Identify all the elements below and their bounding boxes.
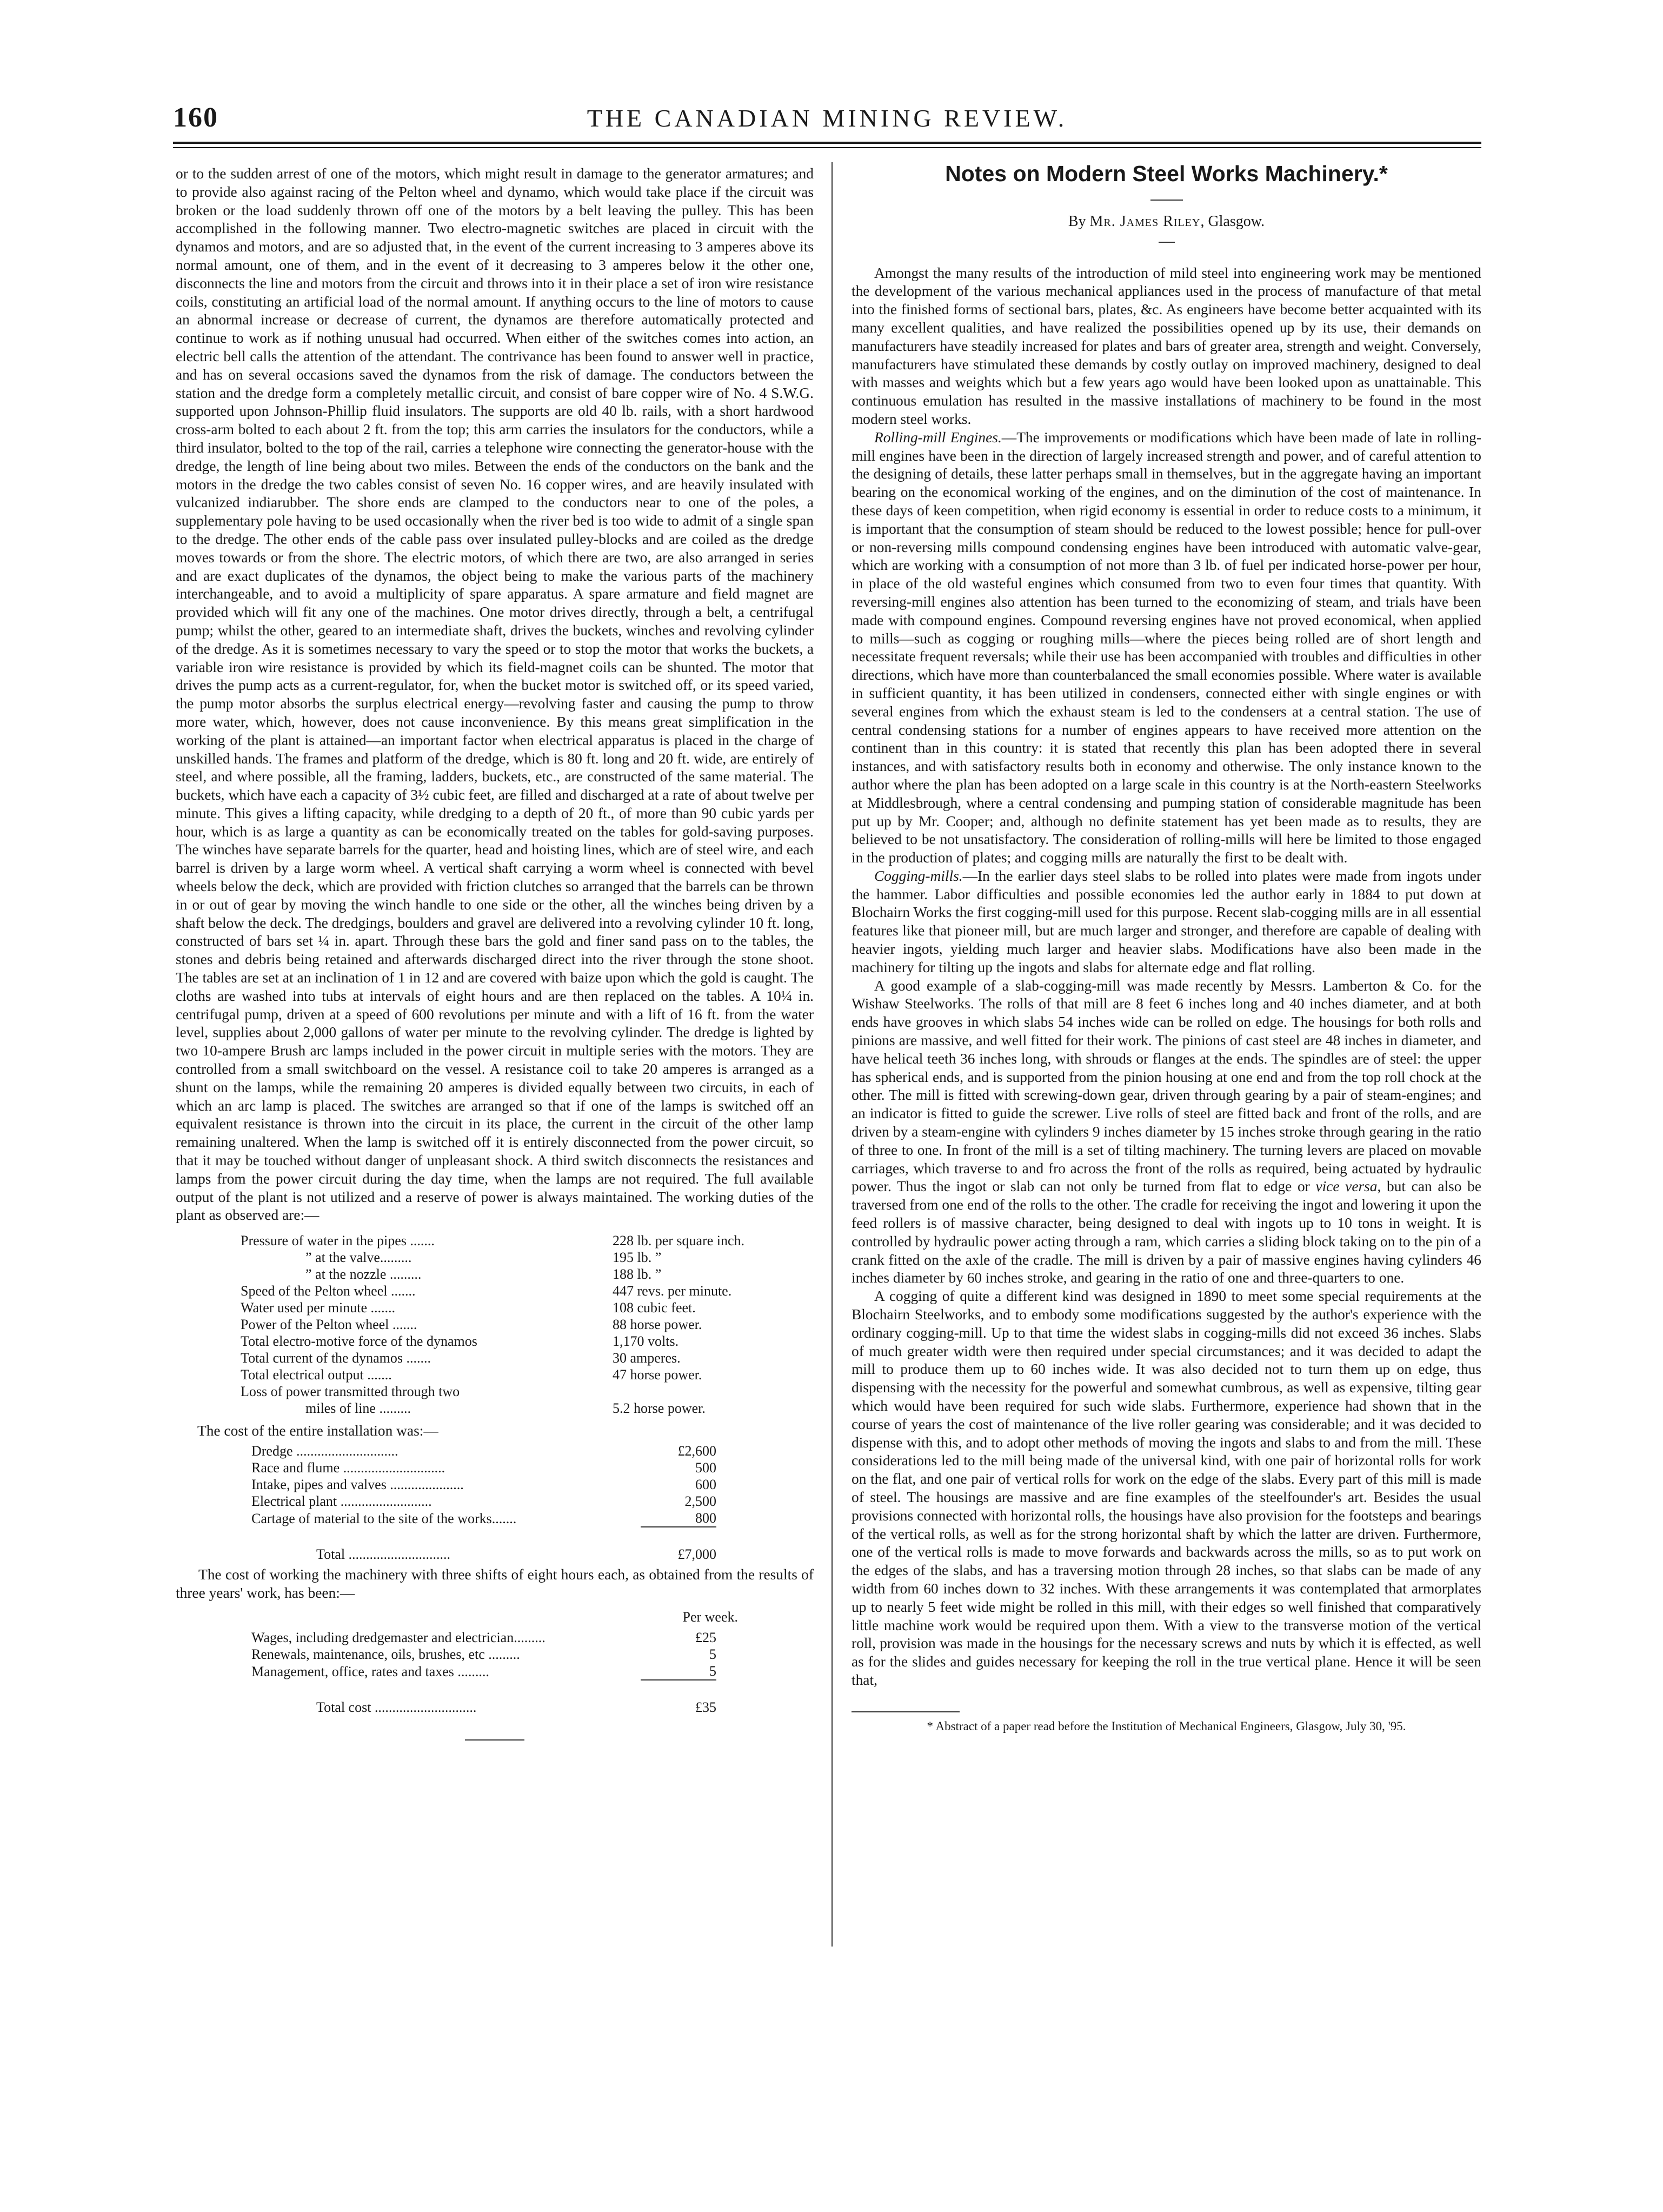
article-title: Notes on Modern Steel Works Machinery.* xyxy=(945,161,1388,186)
weekly-cost-table xyxy=(251,1629,716,1716)
intro-paragraph: Amongst the many results of the introduction of mild steel into engineering work may be mentioned the development of the various mechanical appliances used in the process of manufacture of that metal into the finished forms of sectional bars, plates, &c. As engineers have become better acquainted with its many excellent qualities, and have realized the possibilities opened up by its use, their demands on manufacturers have steadily increased for plates and bars of greater area, strength and weight. Conversely, manufacturers have stimulated these demands by costly outlay on improved machinery, designed to deal with masses and weights which but a few years ago would have been looked upon as unattainable. This continuous emulation has resulted in the massive installations of machinery to be found in the most modern steel works. xyxy=(852,264,1481,427)
working-cost-intro: The cost of working the machinery with three shifts of eight hours each, as obtained from the results of three years' work, has been:— xyxy=(176,1566,814,1601)
table-row: Pressure of water in the pipes ....... 228 lb. per square inch. xyxy=(241,1233,745,1249)
table-row: Wages, including dredgemaster and electrician......... £25 xyxy=(251,1630,716,1646)
page-number: 160 xyxy=(173,102,218,133)
header-rule-thick xyxy=(173,142,1481,144)
table-row: Cartage of material to the site of the works....... 800 xyxy=(251,1510,716,1526)
blochairn-paragraph: A cogging of quite a different kind was designed in 1890 to meet some special requirements at the Blochairn Steelworks, and to embody some modifications suggested by the author's experience with the ordinary cogging-mill. Up to that time the widest slabs in cogging-mills did not exceed 36 inches. Slabs of much greater width were then required under special circumstances; and it was decided to adapt the mill to produce them up to 60 inches wide. It was also decided not to turn them up on edge, thus dispensing with the necessity for the powerful and somewhat cumbrous, as well as expensive, tilting gear which would have been required for such wide slabs. Furthermore, experience had shown that in the course of years the cost of maintenance of the live roller gearing was considerable; and it was decided to dispense with this, and to adopt other methods of moving the ingots and slabs to and from the mill. These considerations led to the mill being made of the universal kind, with one pair of horizontal rolls for work on the flat, and one pair of vertical rolls for work on the edge of the slabs. Every part of this mill is made of steel. The housings are massive and are fine examples of the steelfounder's art. Besides the usual provisions connected with horizontal rolls, the housings have also provision for the footsteps and bearings of the vertical rolls, as well as for the strong horizontal shaft by which the latter are driven. Furthermore, one of the vertical rolls is made to move forwards and backwards across the mills, so as to put work on the edges of the slabs, and has a traversing motion through 28 inches, so that slabs can be made of any width from 60 inches down to 32 inches. With these arrangements it was contemplated that armorplates up to nearly 5 feet wide might be rolled in this mill, with their edges so well finished that comparatively little machine work would be required upon them. With a view to the transverse motion of the vertical roll, provision was made in the housings for the necessary screws and nuts by which it is effected, as well as for the slides and guides necessary for keeping the roll in the true vertical plane. Hence it will be seen that, xyxy=(852,1288,1481,1688)
table-row: ” at the valve......... 195 lb. ” xyxy=(305,1250,662,1266)
table-row: Power of the Pelton wheel ....... 88 horse power. xyxy=(241,1317,702,1333)
table-row: Total current of the dynamos ....... 30 amperes. xyxy=(241,1350,681,1366)
header-rule-thin xyxy=(173,147,1481,148)
right-column xyxy=(852,161,1481,1734)
table-row: Water used per minute ....... 108 cubic feet. xyxy=(241,1300,696,1316)
table-row: Management, office, rates and taxes ......... 5 xyxy=(251,1663,716,1679)
footnote-rule xyxy=(852,1711,960,1712)
cost-intro: The cost of the entire installation was:— xyxy=(197,1423,438,1439)
author-name: Mr. James Riley xyxy=(1089,212,1201,230)
table-row: Loss of power transmitted through two xyxy=(241,1384,460,1400)
table-row: Race and flume ............................. 500 xyxy=(251,1460,716,1476)
table-row: Dredge ............................. £2,600 xyxy=(251,1443,716,1459)
table-row: ” at the nozzle ......... 188 lb. ” xyxy=(305,1266,662,1283)
footnote: * Abstract of a paper read before the Institution of Mechanical Engineers, Glasgow, July 30, '95. xyxy=(927,1719,1406,1733)
byline-rule xyxy=(1159,242,1175,243)
table-row: Renewals, maintenance, oils, brushes, etc ......... 5 xyxy=(251,1646,716,1663)
wishaw-paragraph: A good example of a slab-cogging-mill was made recently by Messrs. Lamberton & Co. for the Wishaw Steelworks. The rolls of that mill are 8 feet 6 inches long and 40 inches diameter, and at both ends have grooves in which slabs 54 inches wide can be rolled on edge. The housings for both rolls and pinions are massive, and well fitted for their work. The pinions of cast steel are 48 inches in diameter, and have helical teeth 36 inches long, with shrouds or flanges at the ends. The spindles are of steel: the upper has spherical ends, and is supported from the pinion housing at one end and from the top roll chock at the other. The mill is fitted with screwing-down gear, driven through gearing by a pair of steam-engines; and an indicator is fitted to guide the screwer. Live rolls of steel are fitted back and front of the rolls, and are driven by a steam-engine with cylinders 9 inches diameter by 15 inches stroke through gearing in the ratio of three to one. In front of the mill is a set of tilting machinery. The turning levers are placed on movable carriages, which traverse to and fro across the front of the rolls as required, being actuated by hydraulic power. Thus the ingot or slab can not only be turned from flat to edge or vice versa, but can also be traversed from one end of the rolls to the other. The cradle for receiving the ingot and lowering it upon the feed rollers is of massive character, being designed to deal with ingots up to 10 tons in weight. It is controlled by hydraulic power acting through a ram, which carries a sliding block taking on to the pin of a crank fitted on the axle of the cradle. The mill is driven by a pair of massive engines having cylinders 46 inches diameter by 60 inches stroke, and gearing in the ratio of one and three-quarters to one. xyxy=(852,977,1481,1286)
table-row: Total electro-motive force of the dynamos 1,170 volts. xyxy=(241,1333,679,1350)
per-week-header: Per week. xyxy=(682,1609,738,1625)
column-divider xyxy=(832,162,833,1947)
table-row: Intake, pipes and valves ..................... 600 xyxy=(251,1477,716,1493)
table-row: Speed of the Pelton wheel ....... 447 revs. per minute. xyxy=(241,1283,732,1299)
table-row-total: Total cost ............................. £35 xyxy=(251,1680,716,1716)
section-heading: Rolling-mill Engines. xyxy=(874,429,1002,446)
rolling-mill-paragraph: Rolling-mill Engines.—The improvements or modifications which have been made of late in rolling-mill engines have been in the direction of largely increased strength and power, and of careful attention to the designing of details, these latter perhaps small in themselves, but in the aggregate having an important bearing on the economical working of the engines, and on the diminution of the cost of maintenance. In these days of keen competition, when rigid economy is essential in order to reduce costs to a minimum, it is important that the consumption of steam should be reduced to the lowest possible; hence for pull-over or non-reversing mills compound condensing engines have been introduced with automatic valve-gear, which are working with a consumption of not more than 3 lb. of fuel per indicated horse-power per hour, in place of the old wasteful engines which consumed from two to even four times that quantity. With reversing-mill engines also attention has been turned to the economizing of steam, and trials have been made with compound engines. Compound reversing engines have not proved economical, when applied to mills—such as cogging or roughing mills—where the pieces being rolled are of short length and necessitate frequent reversals; while their use has been accompanied with troubles and difficulties in other directions, which have more than counterbalanced the small economies possible. Where water is available in sufficient quantity, it has been utilized in condensers, connected either with single engines or with several engines from which the exhaust steam is led to the condensers at a central station. The use of central condensing stations for a number of engines appears to have received more attention on the continent than in this country: it is stated that recently this plan has been adopted there in several instances, and with satisfactory results both in economy and otherwise. The only instance known to the author where the plan has been adopted on a large scale in this country is at the North-eastern Steelworks at Middlesbrough, where a central condensing and pumping station of considerable magnitude has been put up by Mr. Cooper; and, although no definite statement has yet been made as to results, they are believed to be not unsatisfactory. The consideration of rolling-mills will here be limited to those engaged in the production of plates; and cogging mills are naturally the first to be dealt with. xyxy=(852,429,1481,866)
title-rule xyxy=(1150,200,1183,201)
section-heading: Cogging-mills. xyxy=(874,867,963,884)
journal-title: THE CANADIAN MINING REVIEW. xyxy=(587,104,1068,132)
table-row: miles of line ......... 5.2 horse power. xyxy=(305,1400,706,1417)
working-duties-table xyxy=(241,1232,749,1417)
table-row: Electrical plant .......................... 2,500 xyxy=(251,1493,716,1510)
page-header xyxy=(173,92,1481,135)
cogging-mill-paragraph: Cogging-mills.—In the earlier days steel slabs to be rolled into plates were made from ingots under the hammer. Labor difficulties and possible economies led the author early in 1884 to put down at Blochairn Works the first cogging-mill used for this purpose. Recent slab-cogging mills are in all essential features like that pioneer mill, but are much larger and stronger, and therefore are capable of dealing with heavier ingots, yielding much larger and heavier slabs. Modifications have also been made in the machinery for tilting up the ingots and slabs for alternate edge and flat rolling. xyxy=(852,867,1481,975)
installation-cost-table xyxy=(251,1443,716,1563)
table-row-total: Total ............................. £7,000 xyxy=(251,1527,716,1563)
article-byline: By Mr. James Riley, Glasgow. xyxy=(1068,212,1265,230)
section-end-rule xyxy=(465,1739,524,1741)
left-column xyxy=(176,165,814,1741)
dredge-paragraph: or to the sudden arrest of one of the motors, which might result in damage to the generator armatures; and to provide also against racing of the Pelton wheel and dynamo, which would take place if the circuit was broken or the load suddenly thrown off one of the motors by a belt leaving the pulley. This has been accomplished in the following manner. Two electro-magnetic switches are placed in circuit with the dynamos and motors, and are so adjusted that, in the event of the current increasing to 3 amperes above its normal amount, one of them, and in the event of it decreasing to 3 amperes below it the other one, disconnects the line and motors from the circuit and throws into it in their place a set of iron wire resistance coils, constituting an artificial load of the normal amount. If anything occurs to the line of motors to cause an abnormal increase or decrease of current, the dynamos are therefore automatically protected and continue to work as if nothing unusual had occurred. When either of the switches comes into action, an electric bell calls the attention of the attendant. The contrivance has been found to answer well in practice, and has on several occasions saved the dynamos from the risk of damage. The conductors between the station and the dredge form a completely metallic circuit, and consist of bare copper wire of No. 4 S.W.G. supported upon Johnson-Phillip fluid insulators. The supports are old 40 lb. rails, with a short hardwood cross-arm bolted to each about 2 ft. from the top; this arm carries the insulators for the conductors, while a third insulator, bolted to the top of the rail, carries a telephone wire connecting the generator-house with the dredge, the length of line being about two miles. Between the ends of the conductors on the bank and the motors in the dredge the two cables consist of seven No. 16 copper wires, and are heavily insulated with vulcanized indiarubber. The shore ends are clamped to the conductors near to one of the poles, a supplementary pole having to be used occasionally when the river bed is too wide to admit of a single span to the dredge. The other ends of the cable pass over insulated pulley-blocks and are coiled as the dredge moves towards or from the shore. The electric motors, of which there are two, are also arranged in series and are exact duplicates of the dynamos, the object being to make the various parts of the machinery interchangeable, and to avoid a multiplicity of spare apparatus. A spare armature and field magnet are provided which will fit any one of the machines. One motor drives directly, through a belt, a centrifugal pump; whilst the other, geared to an intermediate shaft, drives the buckets, winches and revolving cylinder of the dredge. As it is sometimes necessary to vary the speed or to stop the motor that works the buckets, a variable iron wire resistance is provided by which its field-magnet coils can be shunted. The motor that drives the pump acts as a current-regulator, for, when the bucket motor is switched off, or its speed varied, the pump motor absorbs the surplus electrical energy—revolving faster and causing the pump to throw more water, which, however, does not cause inconvenience. By this means great simplification in the working of the plant is attained—an important factor when electrical apparatus is placed in the charge of unskilled hands. The frames and platform of the dredge, which is 80 ft. long and 20 ft. wide, are entirely of steel, and where possible, all the framing, ladders, buckets, etc., are constructed of the same material. The buckets, which have each a capacity of 3½ cubic feet, are filled and discharged at a rate of about twelve per minute. This gives a lifting capacity, while dredging to a depth of 20 ft., of more than 90 cubic yards per hour, which is as large a quantity as can be economically treated on the tables for gold-saving purposes. The winches have separate barrels for the quarter, head and hoisting lines, which are of steel wire, and each barrel is driven by a large worm wheel. A vertical shaft carrying a worm wheel is connected with bevel wheels below the deck, which are provided with friction clutches so arranged that the barrels can be thrown in or out of gear by moving the winch handle to one side or the other, all the winches being driven by a shaft below the deck. The dredgings, boulders and gravel are delivered into a revolving cylinder 10 ft. long, constructed of bars set ¼ in. apart. Through these bars the gold and finer sand pass on to the tables, the stones and debris being retained and afterwards discharged direct into the river through the stone shoot. The tables are set at an inclination of 1 in 12 and are covered with baize upon which the gold is caught. The cloths are washed into tubs at intervals of eight hours and are then replaced on the tables. A 10¼ in. centrifugal pump, driven at a speed of 600 revolutions per minute and with a lift of 16 ft. from the water level, supplies about 2,000 gallons of water per minute to the revolving cylinder. The dredge is lighted by two 10-ampere Brush arc lamps included in the power circuit in multiple series with the motors. They are controlled from a small switchboard on the vessel. A resistance coil to take 20 amperes is arranged as a shunt on the lamps, while the remaining 20 amperes is divided equally between two circuits, in each of which an arc lamp is placed. The switches are arranged so that if one of the lamps is switched off an equivalent resistance is thrown into the circuit in its place, the current in the circuit of the other lamp remaining unaltered. When the lamp is switched off it is entirely disconnected from the power circuit, so that it may be touched without danger of unpleasant shock. A third switch disconnects the resistances and lamps from the power circuit during the day time, when the lamps are not required. The full available output of the plant is not utilized and a reserve of power is always maintained. The working duties of the plant as observed are:— xyxy=(176,165,814,1224)
table-row: Total electrical output ....... 47 horse power. xyxy=(241,1367,702,1383)
